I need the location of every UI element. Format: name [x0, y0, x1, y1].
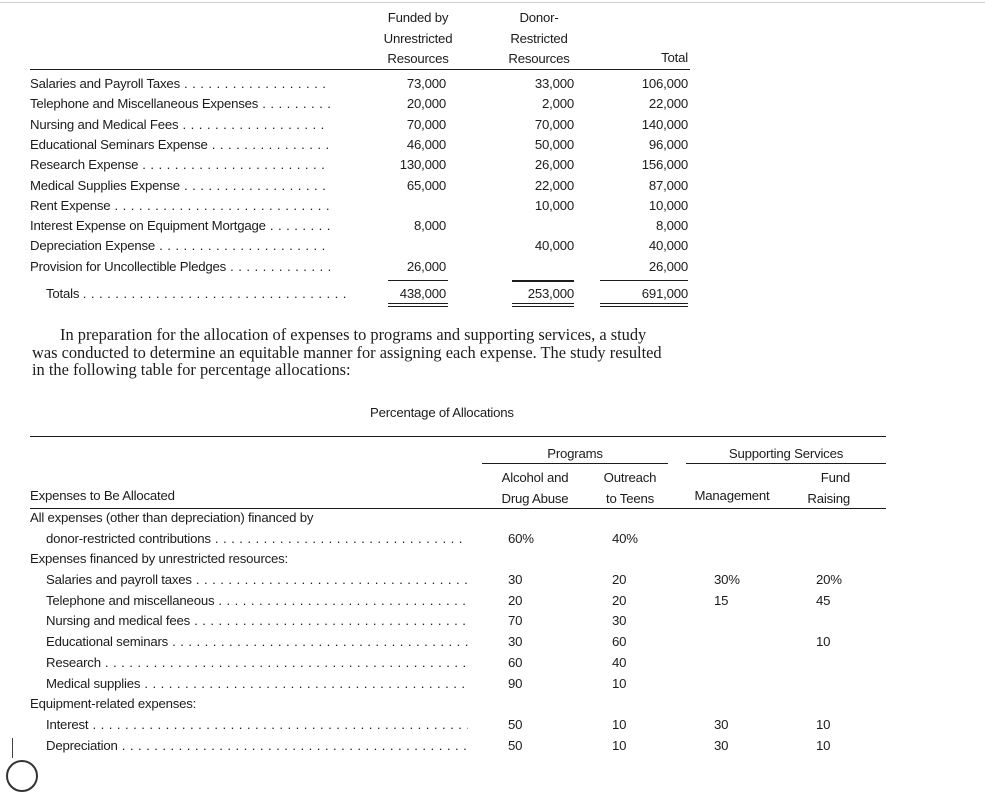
allocation-row-label-text: Medical supplies	[46, 676, 141, 691]
subtotal-rule-unrestricted	[388, 280, 448, 281]
header-restricted-line-1: Donor-	[519, 10, 559, 25]
expense-row-unrestricted: 20,000	[406, 96, 446, 112]
allocation-fund: 10	[816, 738, 831, 753]
totals-double-rule-r1	[512, 303, 574, 304]
allocation-row-label	[46, 634, 468, 649]
allocation-row-label	[46, 717, 468, 732]
allocation-row-label-text: Equipment-related expenses:	[30, 696, 197, 711]
col-header-outreach-line-2: to Teens	[605, 491, 654, 506]
expense-row-total: 22,000	[648, 96, 688, 112]
totals-double-rule-u2	[388, 306, 448, 307]
totals-double-rule-r2	[512, 306, 574, 307]
allocation-alcohol: 60%	[508, 531, 534, 546]
allocation-outreach: 10	[612, 676, 627, 691]
allocation-row-label-text: Nursing and medical fees	[46, 613, 191, 628]
allocation-alcohol: 30	[508, 634, 523, 649]
allocation-outreach: 20	[612, 572, 627, 587]
programs-underline	[482, 463, 668, 464]
supporting-underline	[686, 463, 886, 464]
header-restricted-line-3: Resources	[508, 51, 570, 66]
expense-row-unrestricted: 26,000	[406, 258, 446, 274]
allocation-row-label-text: Interest	[46, 717, 89, 732]
paragraph-line-3: in the following table for percentage allocations:	[32, 360, 351, 379]
expense-row-label	[30, 96, 330, 111]
allocation-alcohol: 70	[508, 613, 523, 628]
allocation-fund: 10	[816, 634, 831, 649]
expense-row-label	[30, 238, 330, 253]
expense-row-restricted: 33,000	[534, 76, 574, 91]
expense-row-label	[30, 218, 330, 233]
allocation-row-label	[46, 655, 468, 670]
allocation-row-label	[30, 551, 288, 566]
expense-row-unrestricted: 65,000	[406, 177, 446, 193]
col-header-alcohol-line-2: Drug Abuse	[501, 491, 569, 506]
allocation-row-label-text: Expenses financed by unrestricted resources:	[30, 551, 289, 566]
header-restricted	[484, 8, 594, 70]
expense-row-label	[30, 76, 330, 91]
expense-row-total: 156,000	[641, 157, 688, 173]
header-total: Total	[661, 50, 688, 65]
allocation-row-label-text: Salaries and payroll taxes	[46, 572, 192, 587]
allocation-fund: 45	[816, 593, 831, 608]
allocation-fund: 20%	[816, 572, 842, 587]
totals-total: 691,000	[641, 286, 688, 301]
allocation-alcohol: 20	[508, 593, 523, 608]
allocation-row-label-text: All expenses (other than depreciation) financed by	[30, 510, 314, 525]
col-header-outreach-line-1: Outreach	[603, 470, 657, 485]
allocation-alcohol: 60	[508, 655, 523, 670]
header-underline	[30, 69, 690, 70]
totals-unrestricted: 438,000	[399, 286, 446, 301]
allocation-row-label	[46, 613, 468, 628]
col-header-fund-line-1: Fund	[820, 470, 850, 485]
allocation-row-label	[46, 531, 468, 546]
crop-mark-circle	[6, 760, 38, 792]
expense-row-label-text: Telephone and Miscellaneous Expenses	[30, 96, 259, 112]
col-header-outreach	[592, 467, 668, 509]
allocation-alcohol: 50	[508, 717, 523, 732]
expense-row-label	[30, 178, 330, 193]
subtotal-rule-total	[600, 280, 688, 281]
expense-row-label	[30, 137, 330, 152]
expense-row-unrestricted: 70,000	[406, 116, 446, 132]
paragraph-line-2: was conducted to determine an equitable manner for assigning each expense. The study resulted	[32, 342, 662, 362]
allocation-title: Percentage of Allocations	[370, 405, 514, 420]
group-header-supporting: Supporting Services	[728, 446, 844, 461]
allocation-outreach: 10	[612, 717, 627, 732]
expense-row-label-text: Provision for Uncollectible Pledges	[30, 258, 227, 274]
expense-row-label	[30, 157, 330, 172]
totals-label-text: Totals	[46, 286, 80, 301]
expense-row-unrestricted: 130,000	[399, 157, 446, 173]
col-header-management: Management	[694, 488, 770, 503]
paragraph-line-1: In preparation for the allocation of expenses to programs and supporting services, a study	[60, 325, 647, 344]
allocation-row-label	[46, 593, 468, 608]
allocation-alcohol: 50	[508, 738, 523, 753]
totals-double-rule-t2	[600, 306, 688, 307]
expense-row-restricted: 2,000	[541, 96, 574, 112]
allocation-outreach: 10	[612, 738, 627, 753]
allocation-management: 30	[714, 717, 729, 732]
expense-row-restricted: 22,000	[534, 177, 574, 193]
allocation-outreach: 20	[612, 593, 627, 608]
totals-restricted: 253,000	[527, 286, 574, 301]
allocation-row-label-text: Research	[46, 655, 101, 670]
expense-row-total: 96,000	[648, 136, 688, 152]
expense-row-restricted: 10,000	[534, 197, 574, 213]
header-unrestricted-line-3: Resources	[387, 51, 449, 66]
expense-row-total: 87,000	[648, 177, 688, 193]
expense-row-label-text: Depreciation Expense	[30, 238, 156, 254]
col-header-fund-line-2: Raising	[807, 491, 850, 506]
expense-row-restricted: 26,000	[534, 157, 574, 173]
header-unrestricted-line-2: Unrestricted	[383, 30, 453, 46]
allocation-row-label	[30, 510, 313, 525]
expense-row-label-text: Research Expense	[30, 157, 139, 173]
expense-row-restricted: 40,000	[534, 238, 574, 254]
allocation-row-label-text: Telephone and miscellaneous	[46, 593, 215, 608]
expense-row-total: 10,000	[648, 197, 688, 213]
col-header-expenses: Expenses to Be Allocated	[30, 488, 175, 503]
allocation-row-label	[46, 676, 468, 691]
expense-row-unrestricted: 73,000	[406, 76, 446, 91]
allocation-top-rule	[30, 436, 886, 437]
expense-row-total: 140,000	[641, 116, 688, 132]
header-restricted-line-2: Restricted	[510, 30, 568, 46]
col-header-alcohol-line-1: Alcohol and	[501, 470, 569, 485]
allocation-outreach: 40%	[612, 531, 638, 546]
expense-row-label-text: Interest Expense on Equipment Mortgage	[30, 218, 266, 234]
expense-row-label-text: Medical Supplies Expense	[30, 177, 180, 193]
allocation-alcohol: 90	[508, 676, 523, 691]
totals-double-rule-u1	[388, 303, 448, 304]
crop-mark-line	[12, 738, 13, 758]
allocation-row-label-text: Educational seminars	[46, 634, 169, 649]
allocation-row-label	[46, 738, 468, 753]
expense-row-label-text: Rent Expense	[30, 197, 111, 213]
allocation-outreach: 40	[612, 655, 627, 670]
expense-row-total: 106,000	[641, 76, 688, 91]
allocation-header-rule	[30, 508, 886, 509]
group-header-programs: Programs	[547, 446, 603, 461]
allocation-management: 30	[714, 738, 729, 753]
totals-double-rule-t1	[600, 303, 688, 304]
expense-row-label-text: Educational Seminars Expense	[30, 136, 208, 152]
expense-row-label	[30, 117, 330, 132]
study-paragraph	[32, 326, 692, 379]
col-header-alcohol	[482, 467, 588, 509]
expense-row-label	[30, 259, 330, 274]
expense-row-label-text: Salaries and Payroll Taxes	[30, 76, 180, 91]
expense-row-total: 26,000	[648, 258, 688, 274]
header-unrestricted-line-1: Funded by	[387, 10, 449, 25]
col-header-fund	[790, 467, 850, 509]
allocation-outreach: 60	[612, 634, 627, 649]
expense-row-label	[30, 198, 330, 213]
allocation-management: 15	[714, 593, 729, 608]
expense-row-unrestricted: 46,000	[406, 136, 446, 152]
header-unrestricted	[360, 8, 476, 70]
allocation-row-label-text: Depreciation	[46, 738, 118, 753]
allocation-alcohol: 30	[508, 572, 523, 587]
expense-row-label-text: Nursing and Medical Fees	[30, 116, 179, 132]
allocation-row-label-text: donor-restricted contributions	[46, 531, 211, 546]
allocation-row-label	[46, 572, 468, 587]
totals-label	[46, 286, 346, 301]
expense-row-total: 8,000	[655, 218, 688, 234]
allocation-outreach: 30	[612, 613, 627, 628]
top-border	[0, 2, 985, 3]
expense-row-restricted: 50,000	[534, 136, 574, 152]
expense-row-total: 40,000	[648, 238, 688, 254]
allocation-fund: 10	[816, 717, 831, 732]
allocation-row-label	[30, 696, 196, 711]
expense-row-unrestricted: 8,000	[413, 218, 446, 234]
expense-row-restricted: 70,000	[534, 116, 574, 132]
subtotal-rule-restricted	[512, 280, 574, 282]
allocation-management: 30%	[714, 572, 740, 587]
